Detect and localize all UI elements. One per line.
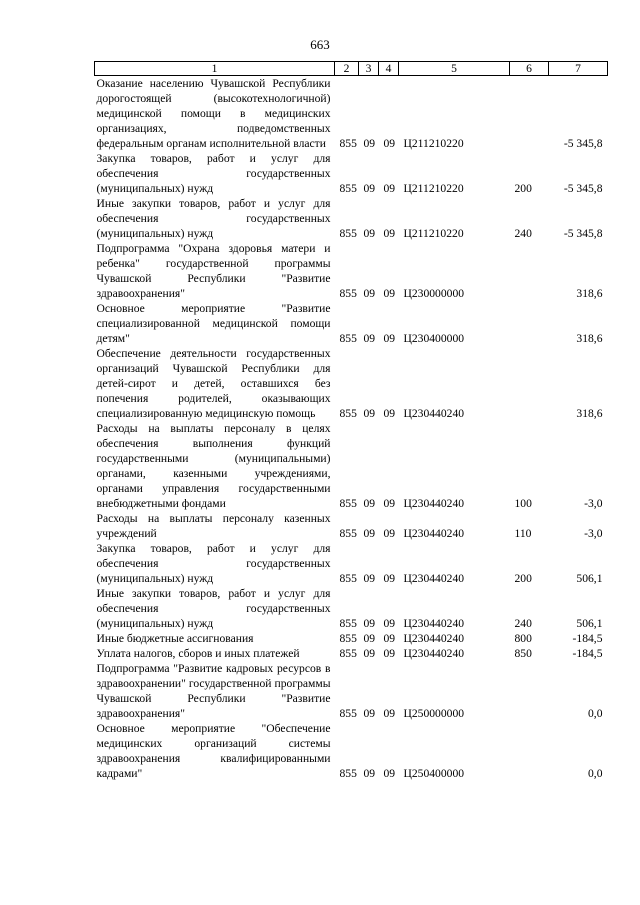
row-amount: 0,0 (588, 707, 603, 720)
column-header-name: 1 (95, 62, 335, 76)
table-row (95, 151, 608, 196)
row-subsection-code: 09 (383, 137, 396, 150)
row-expense-type: 240 (514, 227, 532, 240)
row-expense-type (510, 346, 549, 421)
row-target-article: Ц250400000 (403, 767, 465, 780)
table-row (95, 76, 608, 152)
row-subsection-code: 09 (383, 767, 396, 780)
row-target-article: Ц230440240 (403, 632, 465, 645)
row-name: Расходы на выплаты персоналу в целях обеспечения выполнения функций государственными (муниципальными) органами, казенными учреждениями, органами управления государственными внебюджетными фондами (96, 422, 331, 510)
row-name: Расходы на выплаты персоналу казенных учреждений (96, 512, 331, 540)
table-row (95, 586, 608, 631)
row-section-code: 09 (363, 767, 376, 780)
row-section-code: 09 (363, 287, 376, 300)
row-admin-code: 855 (339, 407, 357, 420)
column-header-amount: 7 (549, 62, 608, 76)
row-section-code: 09 (363, 182, 376, 195)
row-amount: -3,0 (584, 527, 603, 540)
row-expense-type (510, 76, 549, 152)
row-target-article: Ц211210220 (403, 227, 464, 240)
row-expense-type (510, 661, 549, 721)
row-expense-type (510, 721, 549, 781)
row-target-article: Ц230440240 (403, 407, 465, 420)
row-amount: -184,5 (572, 647, 603, 660)
row-name: Основное мероприятие "Обеспечение медицинских организаций системы здравоохранения квалифицированными кадрами" (96, 722, 331, 780)
budget-table (94, 61, 608, 781)
row-subsection-code: 09 (383, 647, 396, 660)
column-header-target-article: 5 (399, 62, 510, 76)
table-row (95, 511, 608, 541)
row-expense-type: 850 (514, 647, 532, 660)
column-header-section: 3 (359, 62, 379, 76)
row-section-code: 09 (363, 527, 376, 540)
row-subsection-code: 09 (383, 287, 396, 300)
row-amount: 318,6 (576, 287, 603, 300)
row-amount: 0,0 (588, 767, 603, 780)
row-expense-type (510, 301, 549, 346)
row-admin-code: 855 (339, 572, 357, 585)
row-name: Подпрограмма "Охрана здоровья матери и ребенка" государственной программы Чувашской Республики "Развитие здравоохранения" (96, 242, 331, 300)
row-name: Закупка товаров, работ и услуг для обеспечения государственных (муниципальных) нужд (96, 542, 331, 585)
row-subsection-code: 09 (383, 632, 396, 645)
row-target-article: Ц230440240 (403, 617, 465, 630)
row-admin-code: 855 (339, 527, 357, 540)
row-subsection-code: 09 (383, 617, 396, 630)
row-admin-code: 855 (339, 647, 357, 660)
row-amount: -5 345,8 (563, 182, 603, 195)
column-header-admin: 2 (335, 62, 359, 76)
row-subsection-code: 09 (383, 182, 396, 195)
row-admin-code: 855 (339, 707, 357, 720)
table-row (95, 421, 608, 511)
row-subsection-code: 09 (383, 407, 396, 420)
row-section-code: 09 (363, 407, 376, 420)
row-amount: 506,1 (576, 572, 603, 585)
row-subsection-code: 09 (383, 497, 396, 510)
row-admin-code: 855 (339, 227, 357, 240)
row-section-code: 09 (363, 707, 376, 720)
row-expense-type: 200 (514, 572, 532, 585)
table-row (95, 661, 608, 721)
row-name: Закупка товаров, работ и услуг для обеспечения государственных (муниципальных) нужд (96, 152, 331, 195)
column-header-subsection: 4 (379, 62, 399, 76)
row-expense-type: 110 (514, 527, 532, 540)
row-admin-code: 855 (339, 137, 357, 150)
row-name: Обеспечение деятельности государственных организаций Чувашской Республики для детей-сирот и детей, оставшихся без попечения родителей, оказывающих специализированную медицинскую помощь (96, 347, 331, 420)
column-header-expense-type: 6 (510, 62, 549, 76)
row-admin-code: 855 (339, 332, 357, 345)
row-admin-code: 855 (339, 767, 357, 780)
row-section-code: 09 (363, 137, 376, 150)
row-target-article: Ц230440240 (403, 572, 465, 585)
row-target-article: Ц211210220 (403, 182, 464, 195)
row-amount: 318,6 (576, 332, 603, 345)
row-subsection-code: 09 (383, 572, 396, 585)
header-row (95, 62, 608, 76)
row-name: Иные бюджетные ассигнования (96, 632, 254, 645)
row-admin-code: 855 (339, 287, 357, 300)
row-name: Подпрограмма "Развитие кадровых ресурсов в здравоохранении" государственной программы Чувашской Республики "Развитие здравоохранения" (96, 662, 331, 720)
row-amount: 506,1 (576, 617, 603, 630)
row-section-code: 09 (363, 332, 376, 345)
row-section-code: 09 (363, 632, 376, 645)
row-section-code: 09 (363, 227, 376, 240)
table-row (95, 301, 608, 346)
row-amount: -5 345,8 (563, 227, 603, 240)
row-amount: -184,5 (572, 632, 603, 645)
row-subsection-code: 09 (383, 527, 396, 540)
row-name: Иные закупки товаров, работ и услуг для обеспечения государственных (муниципальных) нужд (96, 197, 331, 240)
row-expense-type: 240 (514, 617, 532, 630)
row-amount: -5 345,8 (563, 137, 603, 150)
row-target-article: Ц230400000 (403, 332, 465, 345)
row-name: Оказание населению Чувашской Республики дорогостоящей (высокотехнологичной) медицинской помощи в медицинских организациях, подведомственных федеральным органам исполнительной власти (96, 77, 331, 150)
row-target-article: Ц230440240 (403, 647, 465, 660)
row-target-article: Ц230440240 (403, 527, 465, 540)
row-amount: -3,0 (584, 497, 603, 510)
row-subsection-code: 09 (383, 707, 396, 720)
row-subsection-code: 09 (383, 332, 396, 345)
row-admin-code: 855 (339, 617, 357, 630)
row-subsection-code: 09 (383, 227, 396, 240)
row-target-article: Ц250000000 (403, 707, 465, 720)
row-admin-code: 855 (339, 632, 357, 645)
row-section-code: 09 (363, 617, 376, 630)
row-name: Уплата налогов, сборов и иных платежей (96, 647, 300, 660)
table-row (95, 541, 608, 586)
table-row (95, 241, 608, 301)
row-target-article: Ц230440240 (403, 497, 465, 510)
row-expense-type (510, 241, 549, 301)
row-name: Основное мероприятие "Развитие специализированной медицинской помощи детям" (96, 302, 331, 345)
row-admin-code: 855 (339, 497, 357, 510)
page-number: 663 (310, 37, 330, 52)
row-amount: 318,6 (576, 407, 603, 420)
table-row (95, 646, 608, 661)
row-admin-code: 855 (339, 182, 357, 195)
row-expense-type: 800 (514, 632, 532, 645)
table-row (95, 196, 608, 241)
row-name: Иные закупки товаров, работ и услуг для обеспечения государственных (муниципальных) нужд (96, 587, 331, 630)
row-section-code: 09 (363, 572, 376, 585)
table-row (95, 721, 608, 781)
row-target-article: Ц230000000 (403, 287, 465, 300)
row-expense-type: 100 (514, 497, 532, 510)
row-target-article: Ц211210220 (403, 137, 464, 150)
row-section-code: 09 (363, 497, 376, 510)
row-section-code: 09 (363, 647, 376, 660)
row-expense-type: 200 (514, 182, 532, 195)
table-row (95, 346, 608, 421)
table-row (95, 631, 608, 646)
